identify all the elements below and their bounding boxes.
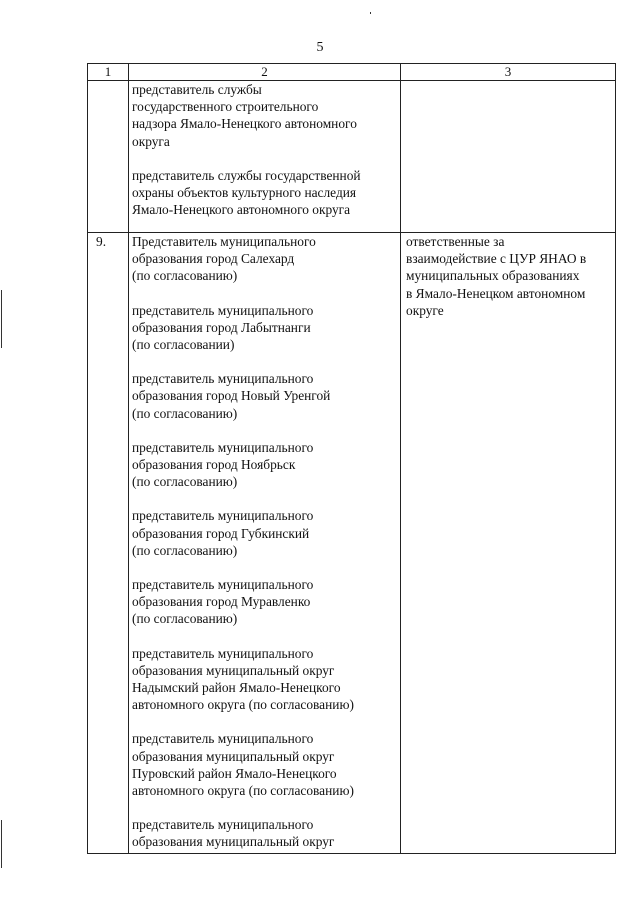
entry-line: образования город Салехард [132,251,295,267]
entry-line: охраны объектов культурного наследия [132,185,357,201]
entry-line: представитель муниципального [132,731,314,747]
note-line: в Ямало-Ненецком автономном [406,285,586,301]
entry-block [132,167,400,219]
entry-line: автономного округа (по согласованию) [132,697,354,713]
entry-block [132,302,400,354]
entry-line: (по согласованию) [132,611,238,627]
note-line: округе [406,302,444,318]
entry-line: представитель муниципального [132,439,314,455]
page-number: 5 [316,40,324,55]
entry-block [132,507,400,559]
row-number: 9. [88,233,129,854]
entry-line: представитель муниципального [132,645,314,661]
entry-block [132,233,400,285]
entry-line: (по согласованию) [132,542,238,558]
document-table [87,63,616,854]
entry-line: (по согласованию) [132,474,238,490]
entry-line: представитель муниципального [132,508,314,524]
entry-line: Пуровский район Ямало-Ненецкого [132,765,337,781]
entry-line: округа [132,133,170,149]
entry-block [132,816,400,850]
column-header-1: 1 [88,64,129,81]
entry-line: образования муниципальный округ [132,662,335,678]
table-row [88,233,616,854]
row-entries [129,81,401,233]
row-number [88,81,129,233]
entry-block [132,576,400,628]
scan-mark [1,290,2,348]
entry-line: представитель службы государственной [132,167,361,183]
row-note [401,233,616,854]
entry-line: Надымский район Ямало-Ненецкого [132,680,341,696]
entry-line: образования муниципальный округ [132,748,335,764]
entry-line: Представитель муниципального [132,234,316,249]
entry-line: образования город Губкинский [132,525,310,541]
table-header-row [88,64,616,81]
entry-block [132,645,400,714]
entry-block [132,81,400,150]
entry-line: (по согласованию) [132,268,238,284]
column-header-2: 2 [129,64,401,81]
scan-mark [1,820,2,868]
entry-line: представитель муниципального [132,817,314,833]
note-line: ответственные за [406,234,505,249]
entry-line: образования город Муравленко [132,594,311,610]
column-header-3: 3 [401,64,616,81]
entry-line: (по согласованию) [132,405,238,421]
entry-line: образования муниципальный округ [132,834,335,850]
note-line: муниципальных образованиях [406,268,580,284]
note-line: взаимодействие с ЦУР ЯНАО в [406,251,587,267]
row-entries [129,233,401,854]
entry-block [132,439,400,491]
entry-line: государственного строительного [132,99,319,115]
entry-line: представитель муниципального [132,577,314,593]
row-note [401,81,616,233]
table-row [88,81,616,233]
entry-line: образования город Новый Уренгой [132,388,331,404]
entry-line: автономного округа (по согласованию) [132,783,354,799]
entry-line: представитель муниципального [132,302,314,318]
entry-line: представитель службы [132,82,262,97]
entry-line: (по согласовании) [132,337,235,353]
entry-line: Ямало-Ненецкого автономного округа [132,202,351,218]
entry-line: образования город Ноябрьск [132,457,296,473]
entry-block [132,730,400,799]
scan-mark [370,12,371,14]
entry-line: образования город Лабытнанги [132,319,311,335]
entry-line: надзора Ямало-Ненецкого автономного [132,116,357,132]
entry-line: представитель муниципального [132,371,314,387]
entry-block [132,370,400,422]
